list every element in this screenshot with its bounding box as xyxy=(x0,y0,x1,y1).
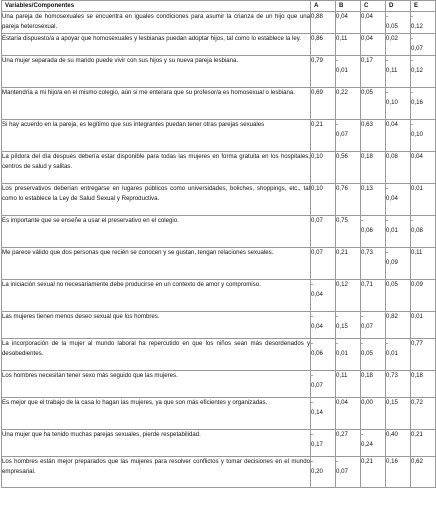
loading-cell-c: 0,18 xyxy=(361,371,386,398)
loading-cell-b: 0,75 xyxy=(336,216,361,248)
loading-cell-b: 0,27 xyxy=(336,430,361,457)
loading-cell-d: 0,73 xyxy=(386,371,411,398)
header-variables: Variables/Componentes xyxy=(2,1,311,12)
table-row xyxy=(2,152,436,184)
table-row xyxy=(2,371,436,398)
loading-cell-a: - 0,07 xyxy=(311,371,336,398)
loading-cell-b: - 0,07 xyxy=(336,120,361,152)
variable-cell: Una mujer que ha tenido muchas parejas sexuales, pierde respetabilidad. xyxy=(2,430,311,457)
loading-cell-e: 0,72 xyxy=(411,398,436,430)
loading-cell-d: 0,02 xyxy=(386,34,411,56)
loading-cell-a: 0,21 xyxy=(311,120,336,152)
loading-cell-e: - 0,10 xyxy=(411,120,436,152)
loading-cell-a: - 0,04 xyxy=(311,280,336,312)
loading-cell-e: 0,62 xyxy=(411,457,436,488)
loading-cell-d: - 0,11 xyxy=(386,56,411,88)
loading-cell-a: 0,88 xyxy=(311,12,336,34)
loading-cell-b: 0,56 xyxy=(336,152,361,184)
header-component-e: E xyxy=(411,1,436,12)
loading-cell-c: - 0,07 xyxy=(361,312,386,339)
variable-cell: Una pareja de homosexuales se encuentra en iguales condiciones para asumir la crianza de un hijo que una pareja heterosexual. xyxy=(2,12,311,34)
loading-cell-c: 0,04 xyxy=(361,12,386,34)
loading-cell-c: 0,71 xyxy=(361,280,386,312)
loading-cell-a: 0,10 xyxy=(311,184,336,216)
loading-cell-e: 0,01 xyxy=(411,184,436,216)
table-row xyxy=(2,184,436,216)
loading-cell-b: 0,22 xyxy=(336,88,361,120)
variable-cell: Si hay acuerdo en la pareja, es legítimo que sus integrantes puedan tener otras parejas sexuales xyxy=(2,120,311,152)
loading-cell-e: - 0,16 xyxy=(411,88,436,120)
table-row xyxy=(2,12,436,34)
loading-cell-d: - 0,09 xyxy=(386,248,411,280)
table-row xyxy=(2,398,436,430)
variable-cell: Los preservativos deberían entregarse en lugares públicos como universidades, boliches, shoppings, etc., tal como lo establece la Ley de Salud Sexual y Reproductiva. xyxy=(2,184,311,216)
variable-cell: La píldora del día después debería estar disponible para todas las mujeres en forma gratuita en los hospitales, centros de salud y salitas. xyxy=(2,152,311,184)
loading-cell-e: 0,09 xyxy=(411,280,436,312)
loading-cell-e: 0,11 xyxy=(411,248,436,280)
loading-cell-c: 0,18 xyxy=(361,152,386,184)
table-header-row xyxy=(2,1,436,12)
loading-cell-c: 0,04 xyxy=(361,34,386,56)
loading-cell-d: 0,05 xyxy=(386,280,411,312)
loading-cell-a: 0,07 xyxy=(311,248,336,280)
variable-cell: Las mujeres tienen menos deseo sexual que los hombres. xyxy=(2,312,311,339)
loading-cell-d: 0,82 xyxy=(386,312,411,339)
table-row xyxy=(2,312,436,339)
loading-cell-a: 0,07 xyxy=(311,216,336,248)
loading-cell-b: - 0,01 xyxy=(336,56,361,88)
loading-cell-d: - 0,10 xyxy=(386,88,411,120)
loading-cell-d: - 0,05 xyxy=(386,12,411,34)
table-row xyxy=(2,457,436,488)
loading-cell-e: 0,18 xyxy=(411,371,436,398)
loading-cell-b: 0,11 xyxy=(336,34,361,56)
loading-cell-b: 0,04 xyxy=(336,398,361,430)
variable-cell: Los hombres están mejor preparados que las mujeres para resolver conflictos y tomar decisiones en el mundo empresarial. xyxy=(2,457,311,488)
loading-cell-c: 0,13 xyxy=(361,184,386,216)
loading-cell-d: - 0,04 xyxy=(386,184,411,216)
loading-cell-b: 0,21 xyxy=(336,248,361,280)
table-row xyxy=(2,430,436,457)
loading-cell-c: 0,17 xyxy=(361,56,386,88)
loading-cell-d: - 0,01 xyxy=(386,216,411,248)
loading-cell-e: 0,01 xyxy=(411,312,436,339)
loading-cell-d: 0,16 xyxy=(386,457,411,488)
loading-cell-e: 0,77 xyxy=(411,339,436,371)
loading-cell-d: 0,04 xyxy=(386,120,411,152)
loading-cell-a: - 0,20 xyxy=(311,457,336,488)
loading-cell-d: 0,40 xyxy=(386,430,411,457)
loading-cell-b: 0,12 xyxy=(336,280,361,312)
loading-cell-d: 0,15 xyxy=(386,398,411,430)
table-row xyxy=(2,56,436,88)
component-loadings-table xyxy=(1,0,436,488)
table-row xyxy=(2,88,436,120)
variable-cell: La incorporación de la mujer al mundo laboral ha repercutido en que los niños sean más desordenados y desobedientes. xyxy=(2,339,311,371)
variable-cell: Es mejor que el trabajo de la casa lo hagan las mujeres, ya que son más eficientes y organizadas. xyxy=(2,398,311,430)
variable-cell: Me parece válido que dos personas que recién se conocen y se gustan, tengan relaciones sexuales. xyxy=(2,248,311,280)
loading-cell-d: - 0,01 xyxy=(386,339,411,371)
loading-cell-e: 0,21 xyxy=(411,430,436,457)
loading-cell-a: 0,69 xyxy=(311,88,336,120)
loading-cell-a: - 0,14 xyxy=(311,398,336,430)
loading-cell-e: - 0,08 xyxy=(411,216,436,248)
loading-cell-e: 0,04 xyxy=(411,152,436,184)
variable-cell: La iniciación sexual no necesariamente debe producirse en un contexto de amor y compromiso. xyxy=(2,280,311,312)
variable-cell: Mantendría a mi hijo/a en el mismo colegio, aún si me enterara que su profesor/a es homosexual o lesbiana. xyxy=(2,88,311,120)
loading-cell-b: 0,11 xyxy=(336,371,361,398)
table-row xyxy=(2,216,436,248)
loading-cell-a: 0,86 xyxy=(311,34,336,56)
variable-cell: Los hombres necesitan tener sexo más seguido que las mujeres. xyxy=(2,371,311,398)
loading-cell-a: 0,79 xyxy=(311,56,336,88)
header-component-c: C xyxy=(361,1,386,12)
loading-cell-a: 0,10 xyxy=(311,152,336,184)
loading-cell-d: 0,08 xyxy=(386,152,411,184)
loading-cell-c: 0,00 xyxy=(361,398,386,430)
loading-cell-a: - 0,17 xyxy=(311,430,336,457)
loading-cell-b: - 0,07 xyxy=(336,457,361,488)
loading-cell-b: 0,76 xyxy=(336,184,361,216)
header-component-d: D xyxy=(386,1,411,12)
table-row xyxy=(2,248,436,280)
loading-cell-a: - 0,06 xyxy=(311,339,336,371)
loading-cell-c: 0,05 xyxy=(361,88,386,120)
loading-cell-c: - 0,24 xyxy=(361,430,386,457)
loading-cell-c: 0,63 xyxy=(361,120,386,152)
loading-cell-c: 0,73 xyxy=(361,248,386,280)
variable-cell: Una mujer separada de su marido puede vivir con sus hijos y su nueva pareja lesbiana. xyxy=(2,56,311,88)
variable-cell: Estaría dispuesto/a a apoyar que homosexuales y lesbianas puedan adoptar hijos, tal como lo establece la ley. xyxy=(2,34,311,56)
loading-cell-b: 0,04 xyxy=(336,12,361,34)
loading-cell-e: - 0,12 xyxy=(411,56,436,88)
header-component-b: B xyxy=(336,1,361,12)
table-row xyxy=(2,339,436,371)
loading-cell-e: - 0,07 xyxy=(411,34,436,56)
table-row xyxy=(2,280,436,312)
loading-cell-c: - 0,06 xyxy=(361,216,386,248)
table-row xyxy=(2,120,436,152)
table-row xyxy=(2,34,436,56)
variable-cell: Es importante que se enseñe a usar el preservativo en el colegio. xyxy=(2,216,311,248)
loading-cell-c: - 0,05 xyxy=(361,339,386,371)
loading-cell-a: - 0,04 xyxy=(311,312,336,339)
loading-cell-e: - 0,12 xyxy=(411,12,436,34)
loading-cell-b: - 0,01 xyxy=(336,339,361,371)
header-component-a: A xyxy=(311,1,336,12)
loading-cell-c: 0,21 xyxy=(361,457,386,488)
loading-cell-b: - 0,15 xyxy=(336,312,361,339)
